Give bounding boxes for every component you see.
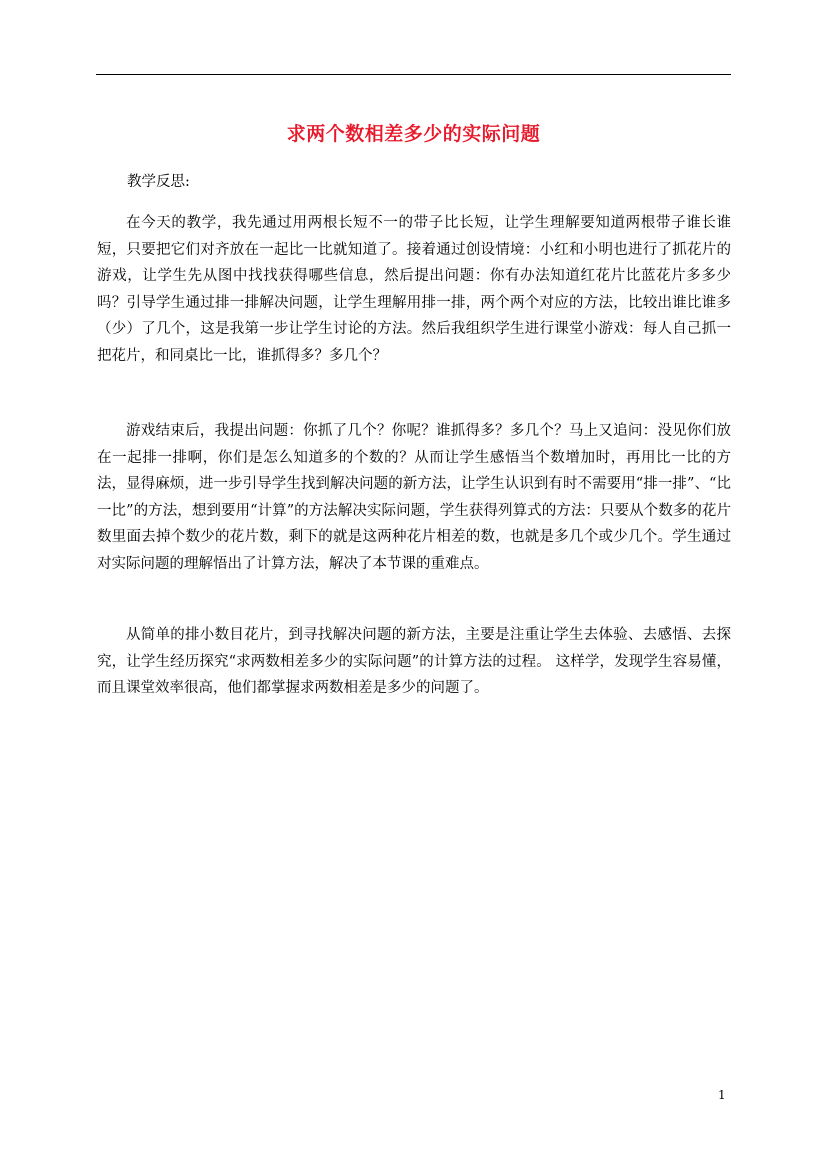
page-number: 1	[718, 1088, 726, 1102]
section-label: 教学反思:	[127, 174, 190, 190]
paragraph-2: 游戏结束后，我提出问题：你抓了几个？你呢？谁抓得多？多几个？马上又追问：没见你们放在一起排一排啊，你们是怎么知道多的个数的？从而让学生感悟当个数增加时，再用比一比的方法，显得麻烦，进一步引导学生找到解决问题的新方法，让学生认识到有时不需要用“排一排”、“比一比”的方法，想到要用“计算”的方法解决实际问题，学生获得列算式的方法：只要从个数多的花片数里面去掉个数少的花片数，剩下的就是这两种花片相差的数，也就是多几个或少几个。学生通过对实际问题的理解悟出了计算方法，解决了本节课的重难点。	[97, 423, 731, 572]
paragraph-3: 从简单的排小数目花片，到寻找解决问题的新方法，主要是注重让学生去体验、去感悟、去探究，让学生经历探究“求两数相差多少的实际问题”的计算方法的过程。 这样学，发现学生容易懂，而且课堂效率很高，他们都掌握求两数相差是多少的问题了。	[97, 627, 731, 697]
paragraph-1: 在今天的教学，我先通过用两根长短不一的带子比长短，让学生理解要知道两根带子谁长谁短，只要把它们对齐放在一起比一比就知道了。接着通过创设情境：小红和小明也进行了抓花片的游戏，让学生先从图中找找获得哪些信息，然后提出问题：你有办法知道红花片比蓝花片多多少吗？引导学生通过排一排解决问题，让学生理解用排一排，两个两个对应的方法，比较出谁比谁多（少）了几个，这是我第一步让学生讨论的方法。然后我组织学生进行课堂小游戏：每人自己抓一把花片，和同桌比一比，谁抓得多？多几个？	[97, 215, 731, 364]
header-rule	[96, 74, 731, 75]
document-title: 求两个数相差多少的实际问题	[286, 123, 541, 145]
